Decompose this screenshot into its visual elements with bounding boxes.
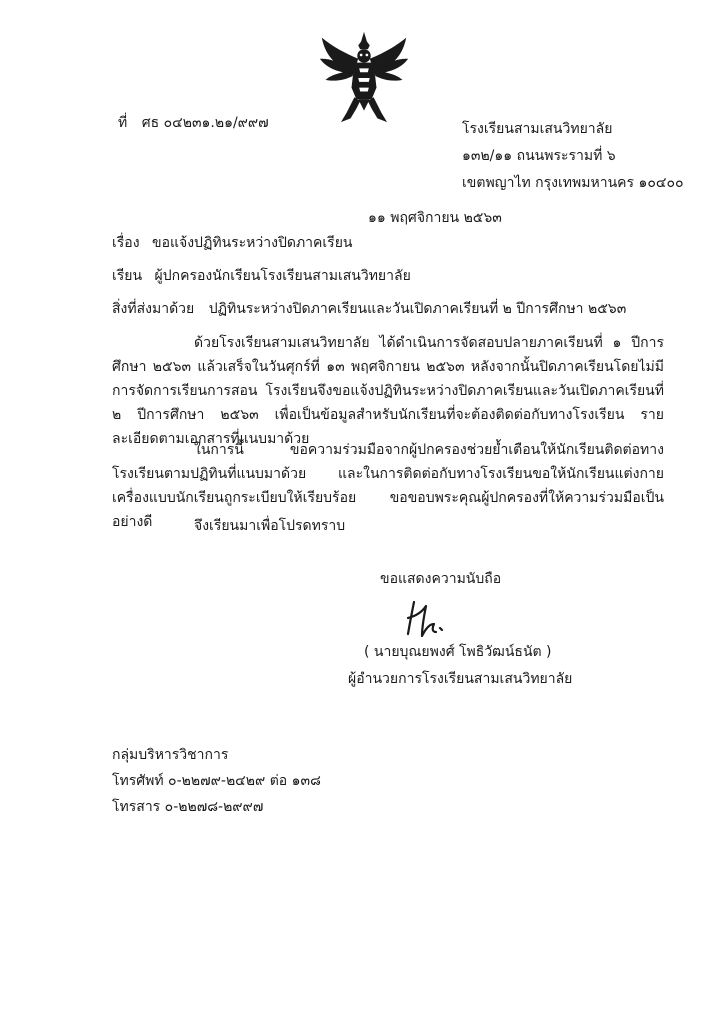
signer-name: ( นายบุณยพงศ์ โพธิวัฒน์ธนัต )	[364, 644, 552, 660]
closing-regards: ขอแสดงความนับถือ	[380, 571, 502, 587]
garuda-emblem-icon	[316, 30, 412, 126]
signer-title: ผู้อำนวยการโรงเรียนสามเสนวิทยาลัย	[348, 671, 573, 687]
body-paragraph-2: ในการนี้ ขอความร่วมมือจากผู้ปกครองช่วยย้ำเตือนให้นักเรียนติดต่อทางโรงเรียนตามปฏิทินที่แนบมาด้วย และในการติดต่อกับทางโรงเรียนขอให้นักเรียนแต่งกายเครื่องแบบนักเรียนถูกระเบียบให้เรียบร้อย ขอขอบพระคุณผู้ปกครองที่ให้ความร่วมมือเป็นอย่างดี	[112, 442, 664, 530]
doc-number-label: ที่	[118, 115, 128, 131]
footer-department: กลุ่มบริหารวิชาการ	[112, 747, 229, 763]
enclosure-text: ปฏิทินระหว่างปิดภาคเรียนและวันเปิดภาคเรียนที่ ๒ ปีการศึกษา ๒๕๖๓	[208, 301, 627, 317]
subject-label: เรื่อง	[112, 235, 140, 251]
addressee-text: ผู้ปกครองนักเรียนโรงเรียนสามเสนวิทยาลัย	[154, 268, 411, 284]
document-date: ๑๑ พฤศจิกายน ๒๕๖๓	[368, 210, 502, 226]
enclosure-label: สิ่งที่ส่งมาด้วย	[112, 301, 195, 317]
enclosure-row	[112, 298, 626, 320]
body-paragraph-3: จึงเรียนมาเพื่อโปรดทราบ	[194, 518, 346, 534]
doc-number: ศธ ๐๔๒๓๑.๒๑/๙๙๗	[141, 115, 269, 131]
subject-text: ขอแจ้งปฏิทินระหว่างปิดภาคเรียน	[152, 235, 353, 251]
org-address-line1: ๑๓๒/๑๑ ถนนพระรามที่ ๖	[462, 148, 616, 164]
addressee-label: เรียน	[112, 268, 143, 284]
body-paragraph-1: ด้วยโรงเรียนสามเสนวิทยาลัย ได้ดำเนินการจัดสอบปลายภาคเรียนที่ ๑ ปีการศึกษา ๒๕๖๓ แล้วเสร็จในวันศุกร์ที่ ๑๓ พฤศจิกายน ๒๕๖๓ หลังจากนั้นปิดภาคเรียนโดยไม่มีการจัดการเรียนการสอน โรงเรียนจึงขอแจ้งปฏิทินระหว่างปิดภาคเรียนและวันเปิดภาคเรียนที่ ๒ ปีการศึกษา ๒๕๖๓ เพื่อเป็นข้อมูลสำหรับนักเรียนที่จะต้องติดต่อกับทางโรงเรียน รายละเอียดตามเอกสารที่แนบมาด้วย	[112, 335, 664, 447]
subject-row	[112, 232, 352, 254]
org-name: โรงเรียนสามเสนวิทยาลัย	[462, 121, 613, 137]
footer-fax: โทรสาร ๐-๒๒๗๘-๒๙๙๗	[112, 799, 264, 815]
footer-phone: โทรศัพท์ ๐-๒๒๗๙-๒๔๒๙ ต่อ ๑๓๘	[112, 773, 321, 789]
handwritten-signature-icon	[400, 598, 456, 640]
doc-number-row	[118, 112, 269, 134]
org-address-line2: เขตพญาไท กรุงเทพมหานคร ๑๐๔๐๐	[462, 175, 684, 191]
addressee-row	[112, 265, 411, 287]
